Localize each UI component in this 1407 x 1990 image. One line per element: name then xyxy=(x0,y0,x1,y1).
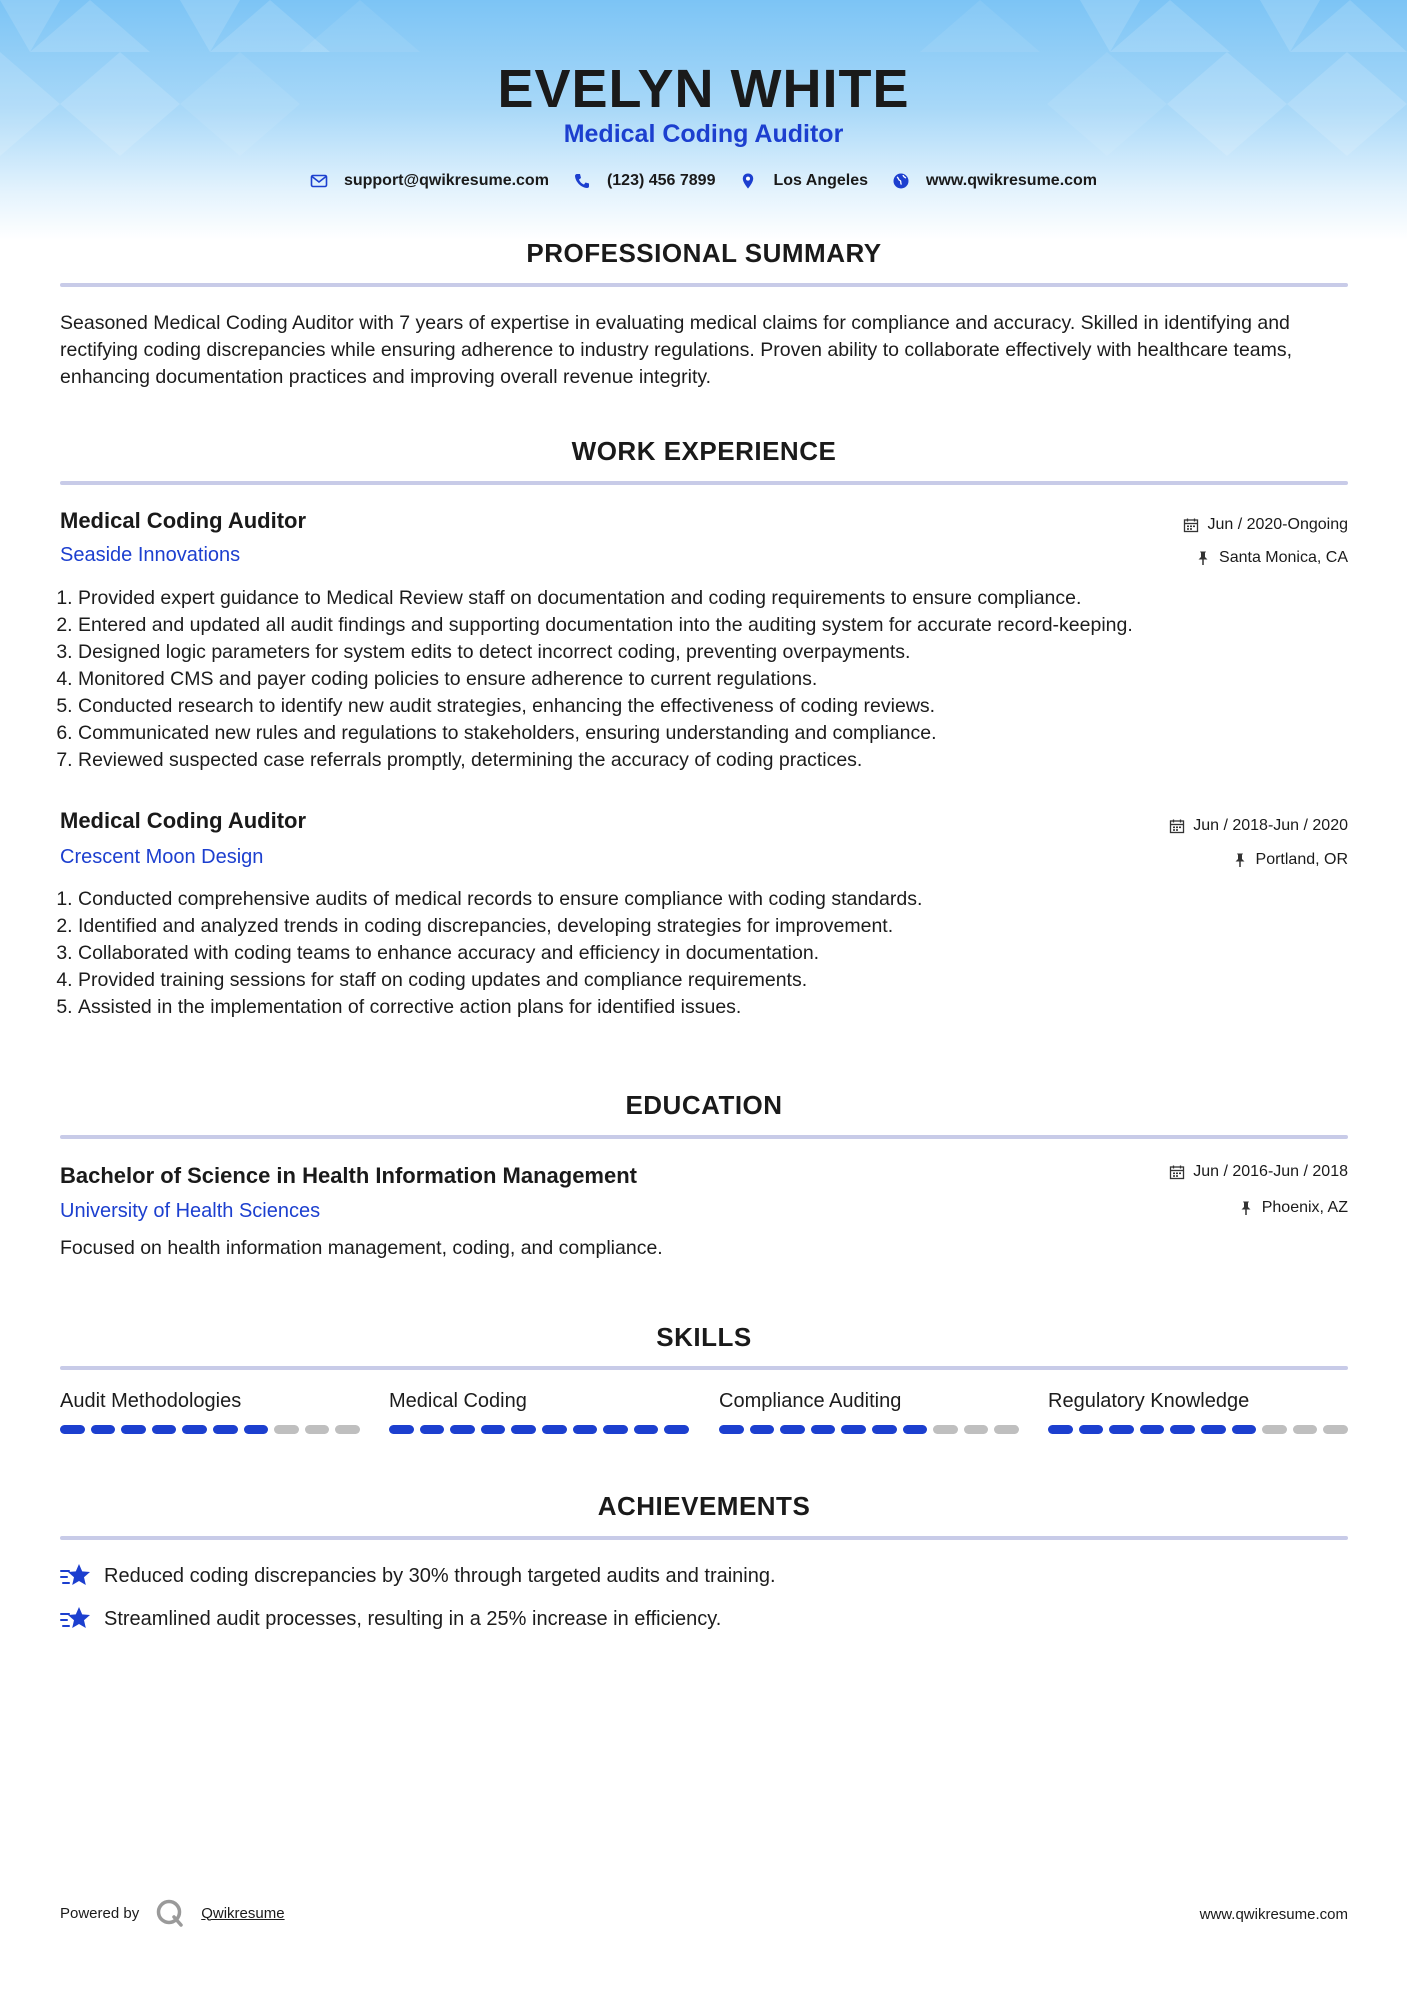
skill-segment-filled xyxy=(750,1425,775,1434)
job-1-company: Seaside Innovations xyxy=(60,544,241,566)
skill-level-bar xyxy=(719,1425,1019,1434)
skill-name: Medical Coding xyxy=(389,1390,527,1412)
school-name: University of Health Sciences xyxy=(60,1200,321,1222)
powered-by-text: Powered by xyxy=(60,1904,140,1922)
achievement-text: Reduced coding discrepancies by 30% through targeted audits and training. xyxy=(104,1564,776,1587)
skill-item xyxy=(389,1390,689,1434)
location-text: Los Angeles xyxy=(773,172,869,189)
contact-location xyxy=(739,172,868,190)
skill-segment-filled xyxy=(1140,1425,1165,1434)
skill-segment-filled xyxy=(542,1425,567,1434)
map-pin-icon xyxy=(739,172,757,190)
header-banner xyxy=(0,0,1407,240)
contact-email[interactable] xyxy=(310,172,549,190)
calendar-icon xyxy=(1169,818,1185,834)
job-1-title: Medical Coding Auditor xyxy=(60,508,307,533)
skill-segment-filled xyxy=(121,1425,146,1434)
skill-segment-empty xyxy=(994,1425,1019,1434)
education-divider xyxy=(60,1135,1348,1139)
skill-segment-filled xyxy=(634,1425,659,1434)
list-item: 5. Assisted in the implementation of corrective action plans for identified issues. xyxy=(78,994,1374,1021)
list-item: 4. Monitored CMS and payer coding policies to ensure adherence to current regulations. xyxy=(78,666,1374,693)
qwikresume-logo-icon xyxy=(155,1898,185,1928)
job-2-dates xyxy=(1169,817,1348,835)
website-text: www.qwikresume.com xyxy=(926,172,1098,189)
skill-segment-filled xyxy=(213,1425,238,1434)
skill-segment-filled xyxy=(420,1425,445,1434)
summary-divider xyxy=(60,283,1348,287)
skill-segment-filled xyxy=(780,1425,805,1434)
email-text: support@qwikresume.com xyxy=(343,172,549,189)
skill-segment-filled xyxy=(244,1425,269,1434)
list-item: 4. Provided training sessions for staff on coding updates and compliance requirements. xyxy=(78,967,1374,994)
skill-segment-filled xyxy=(872,1425,897,1434)
job-1-location xyxy=(1195,549,1348,567)
job-2-dates-text: Jun / 2018-Jun / 2020 xyxy=(1193,817,1348,834)
skill-segment-filled xyxy=(573,1425,598,1434)
contact-phone[interactable] xyxy=(573,172,716,190)
pushpin-icon xyxy=(1238,1200,1254,1216)
calendar-icon xyxy=(1183,517,1199,533)
job-2-company: Crescent Moon Design xyxy=(60,846,264,868)
phone-text: (123) 456 7899 xyxy=(606,172,716,189)
skill-segment-filled xyxy=(1109,1425,1134,1434)
skill-name: Audit Methodologies xyxy=(60,1390,242,1412)
education-dates-text: Jun / 2016-Jun / 2018 xyxy=(1193,1163,1348,1180)
skills-heading: SKILLS xyxy=(656,1322,752,1352)
skill-segment-empty xyxy=(335,1425,360,1434)
skill-segment-filled xyxy=(903,1425,928,1434)
candidate-name: EVELYN WHITE xyxy=(497,59,910,119)
skill-segment-filled xyxy=(719,1425,744,1434)
skill-segment-filled xyxy=(664,1425,689,1434)
skill-level-bar xyxy=(1048,1425,1348,1434)
skill-segment-filled xyxy=(841,1425,866,1434)
list-item: 5. Conducted research to identify new audit strategies, enhancing the effectiveness of coding reviews. xyxy=(78,693,1374,720)
list-item: 1. Provided expert guidance to Medical Review staff on documentation and coding requirements to ensure compliance. xyxy=(78,585,1374,612)
job-2-location xyxy=(1232,851,1348,869)
skill-segment-filled xyxy=(603,1425,628,1434)
skill-segment-filled xyxy=(450,1425,475,1434)
contact-website[interactable] xyxy=(892,172,1097,190)
summary-heading: PROFESSIONAL SUMMARY xyxy=(526,238,882,268)
job-1-location-text: Santa Monica, CA xyxy=(1219,549,1348,566)
job-1-dates xyxy=(1183,516,1348,534)
achievement-item xyxy=(60,1562,776,1590)
list-item: 2. Entered and updated all audit findings and supporting documentation into the auditing system for accurate record-keeping. xyxy=(78,612,1374,639)
list-item: 2. Identified and analyzed trends in coding discrepancies, developing strategies for improvement. xyxy=(78,913,1374,940)
skill-segment-filled xyxy=(389,1425,414,1434)
skill-segment-empty xyxy=(1323,1425,1348,1434)
skill-segment-empty xyxy=(1262,1425,1287,1434)
achievements-divider xyxy=(60,1536,1348,1540)
skill-segment-empty xyxy=(933,1425,958,1434)
skill-segment-filled xyxy=(91,1425,116,1434)
pushpin-icon xyxy=(1195,550,1211,566)
job-2-location-text: Portland, OR xyxy=(1255,851,1348,868)
skill-segment-filled xyxy=(511,1425,536,1434)
summary-text: Seasoned Medical Coding Auditor with 7 years of expertise in evaluating medical claims for compliance and accuracy. Skilled in identifying and rectifying coding discrepancies while ensuring adherence to industry regulations. Proven ability to collaborate effectively with healthcare teams, enhancing documentation practices and improving overall revenue integrity. xyxy=(60,312,1293,388)
phone-icon xyxy=(573,172,591,190)
star-icon xyxy=(60,1605,92,1633)
skill-segment-filled xyxy=(1170,1425,1195,1434)
list-item: 3. Collaborated with coding teams to enhance accuracy and efficiency in documentation. xyxy=(78,940,1374,967)
skill-level-bar xyxy=(389,1425,689,1434)
degree-title: Bachelor of Science in Health Information Management xyxy=(60,1163,637,1188)
education-description: Focused on health information management, coding, and compliance. xyxy=(60,1237,663,1259)
experience-heading: WORK EXPERIENCE xyxy=(571,436,837,466)
achievement-item xyxy=(60,1605,721,1633)
list-item: 1. Conducted comprehensive audits of medical records to ensure compliance with coding standards. xyxy=(78,886,1374,913)
job-2-bullets xyxy=(52,886,1374,1021)
list-item: 6. Communicated new rules and regulations to stakeholders, ensuring understanding and compliance. xyxy=(78,720,1374,747)
skill-item xyxy=(60,1390,360,1434)
job-1-dates-text: Jun / 2020-Ongoing xyxy=(1207,516,1348,533)
education-location xyxy=(1238,1199,1348,1217)
skills-divider xyxy=(60,1366,1348,1370)
qwikresume-link[interactable]: Qwikresume xyxy=(201,1904,285,1922)
list-item: 7. Reviewed suspected case referrals promptly, determining the accuracy of coding practices. xyxy=(78,747,1374,774)
job-2-title: Medical Coding Auditor xyxy=(60,808,307,833)
skill-segment-empty xyxy=(964,1425,989,1434)
skill-segment-filled xyxy=(1079,1425,1104,1434)
globe-icon xyxy=(892,172,910,190)
skill-segment-filled xyxy=(1232,1425,1257,1434)
skill-name: Compliance Auditing xyxy=(719,1390,902,1412)
education-dates xyxy=(1169,1163,1348,1181)
skill-segment-filled xyxy=(182,1425,207,1434)
skill-segment-filled xyxy=(152,1425,177,1434)
skill-segment-filled xyxy=(1048,1425,1073,1434)
skill-item xyxy=(719,1390,1019,1434)
pushpin-icon xyxy=(1232,852,1248,868)
skill-item xyxy=(1048,1390,1348,1434)
skill-level-bar xyxy=(60,1425,360,1434)
skill-segment-filled xyxy=(1201,1425,1226,1434)
star-icon xyxy=(60,1562,92,1590)
skill-segment-empty xyxy=(274,1425,299,1434)
education-location-text: Phoenix, AZ xyxy=(1261,1199,1348,1216)
footer-branding xyxy=(60,1898,285,1928)
skill-segment-filled xyxy=(811,1425,836,1434)
skill-segment-empty xyxy=(1293,1425,1318,1434)
skill-segment-filled xyxy=(60,1425,85,1434)
list-item: 3. Designed logic parameters for system edits to detect incorrect coding, preventing overpayments. xyxy=(78,639,1374,666)
candidate-title: Medical Coding Auditor xyxy=(563,120,844,148)
footer-website[interactable]: www.qwikresume.com xyxy=(1199,1906,1348,1923)
education-heading: EDUCATION xyxy=(625,1090,783,1120)
achievement-text: Streamlined audit processes, resulting in a 25% increase in efficiency. xyxy=(104,1607,722,1630)
job-1-bullets xyxy=(52,585,1374,774)
calendar-icon xyxy=(1169,1164,1185,1180)
skill-segment-filled xyxy=(481,1425,506,1434)
experience-divider xyxy=(60,481,1348,485)
envelope-icon xyxy=(310,172,328,190)
achievements-heading: ACHIEVEMENTS xyxy=(597,1491,811,1521)
skill-segment-empty xyxy=(305,1425,330,1434)
contact-row xyxy=(0,172,1407,190)
skill-name: Regulatory Knowledge xyxy=(1048,1390,1250,1412)
